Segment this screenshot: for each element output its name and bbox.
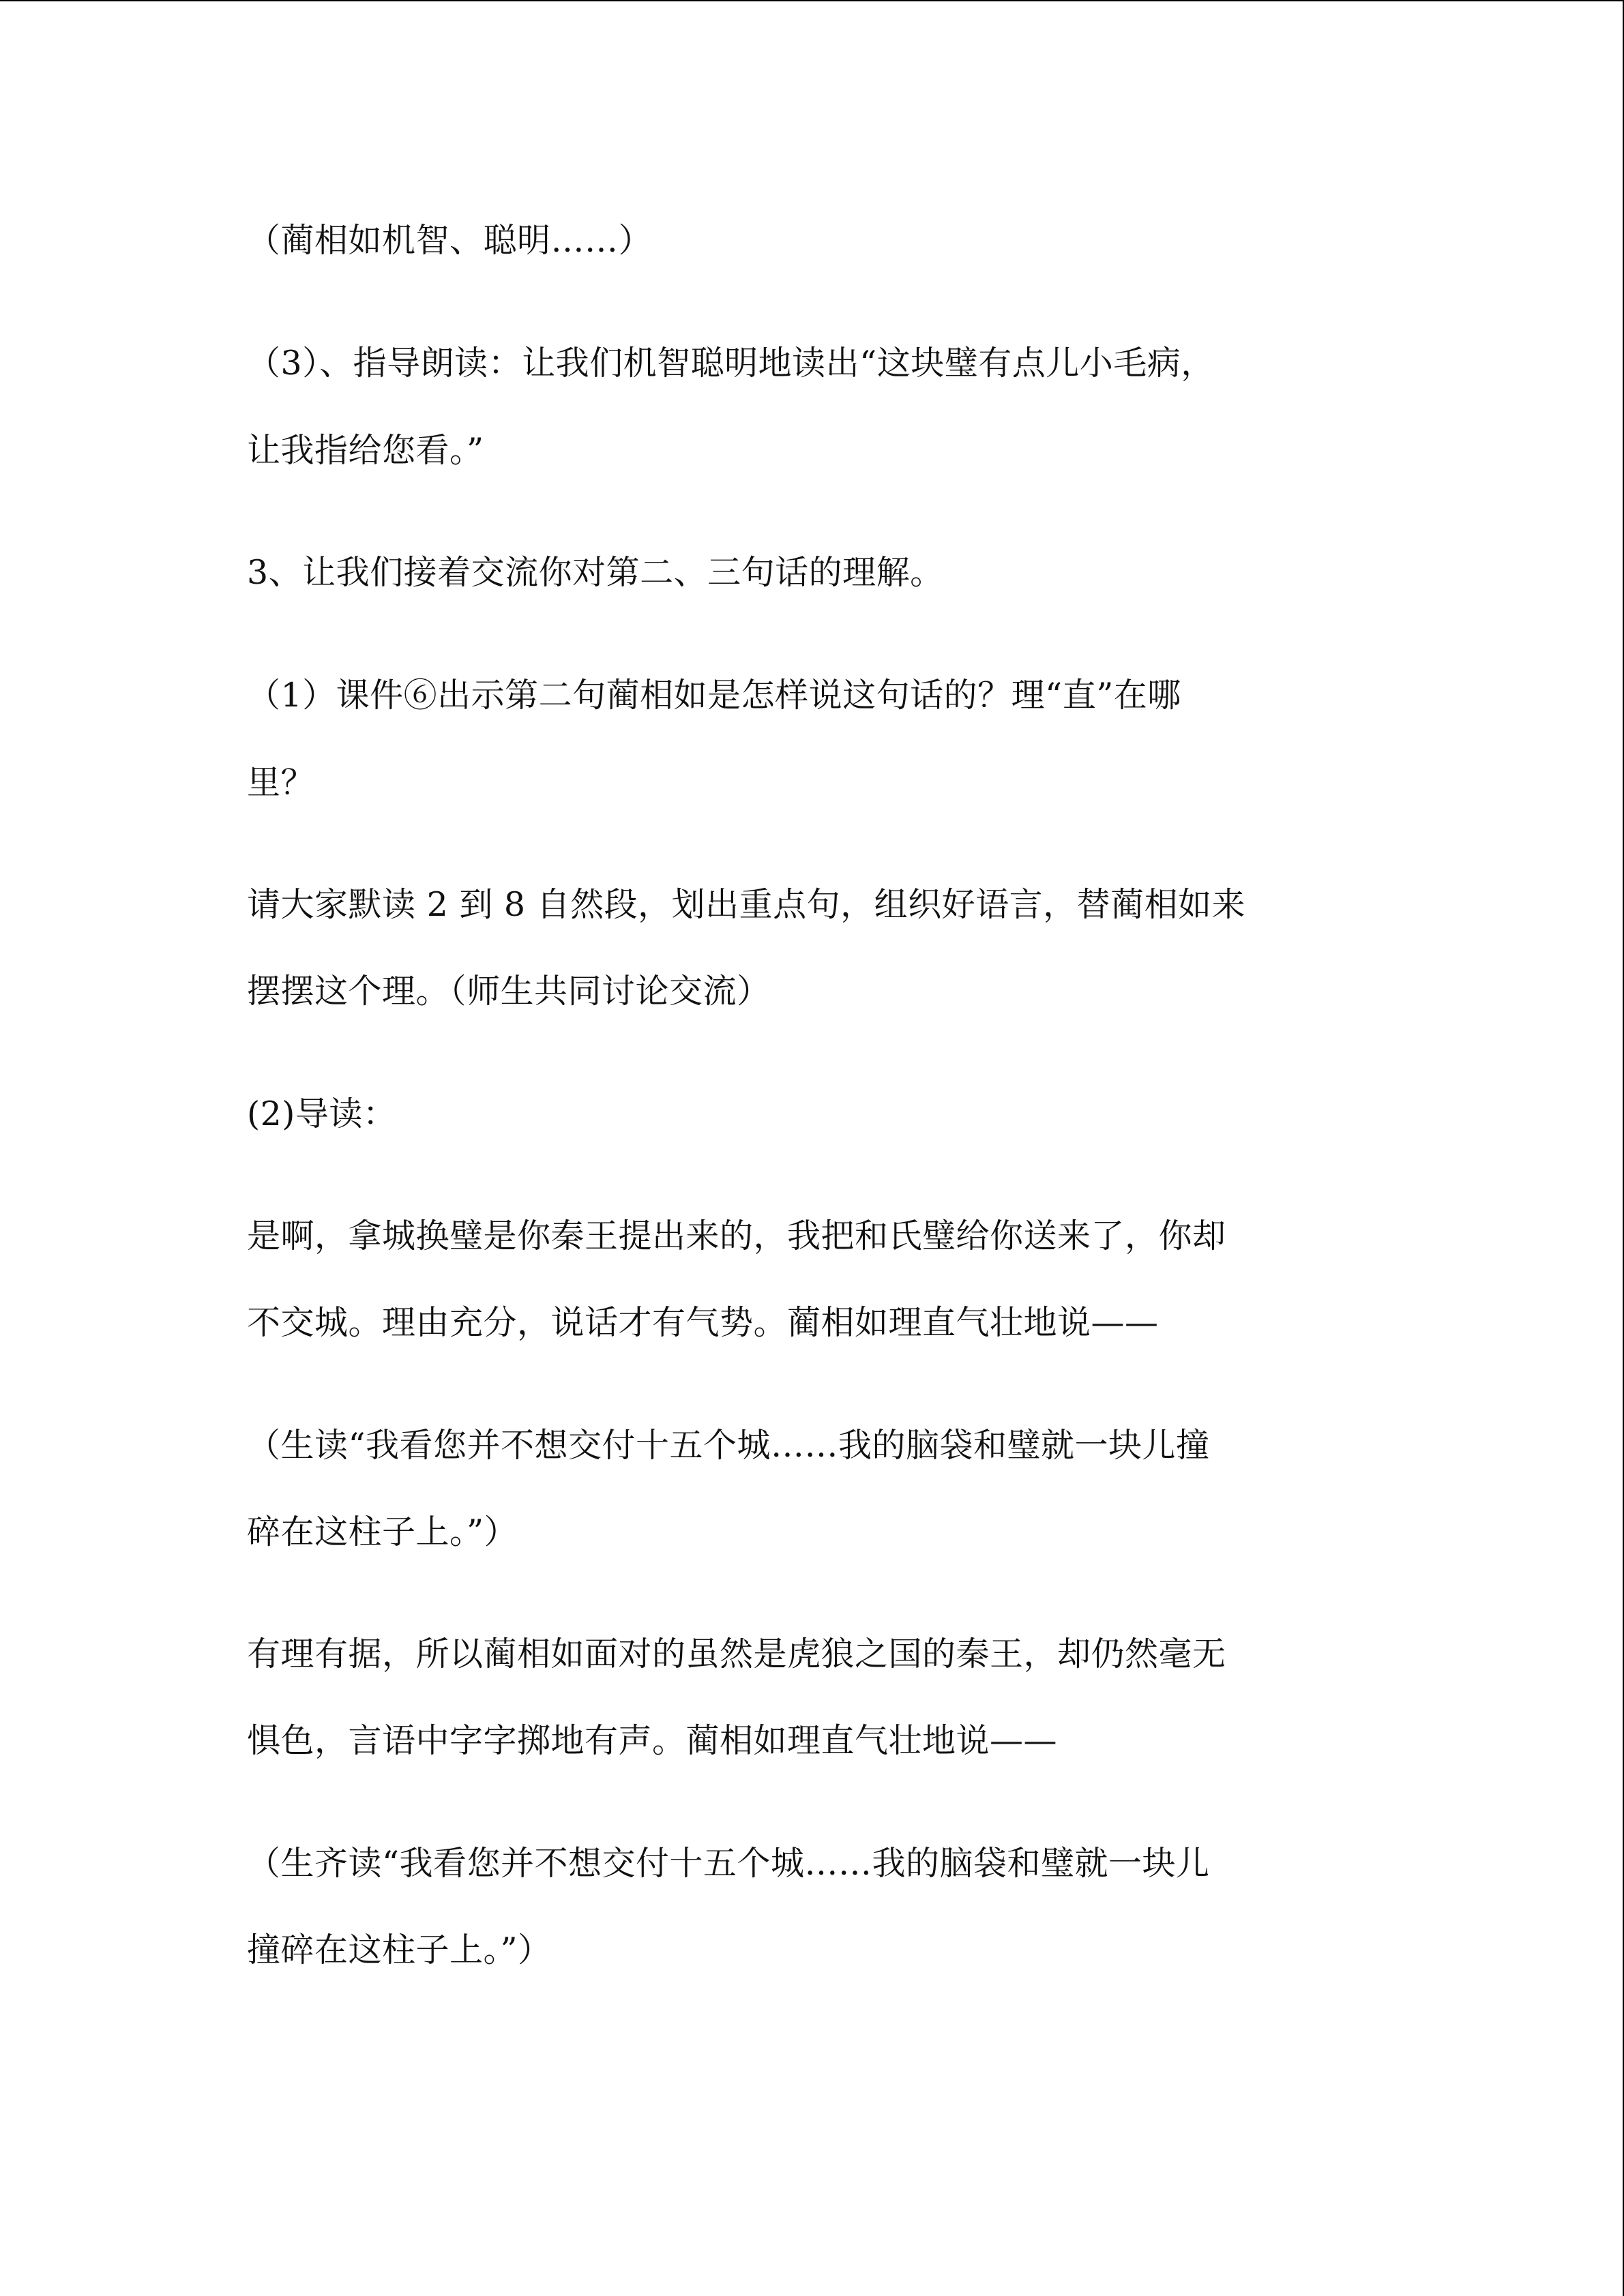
- text-line-5: （1）课件⑥出示第二句蔺相如是怎样说这句话的？理“直”在哪: [247, 676, 1181, 715]
- text-line-10: 是啊，拿城换璧是你秦王提出来的，我把和氏璧给你送来了，你却: [247, 1217, 1226, 1255]
- text-line-16: （生齐读“我看您并不想交付十五个城……我的脑袋和璧就一块儿: [247, 1844, 1210, 1883]
- text-line-12: （生读“我看您并不想交付十五个城……我的脑袋和璧就一块儿撞: [247, 1426, 1210, 1465]
- text-line-4: 3、让我们接着交流你对第二、三句话的理解。: [247, 553, 944, 592]
- text-line-6: 里？: [247, 763, 315, 802]
- text-line-17: 撞碎在这柱子上。”）: [247, 1930, 552, 1969]
- text-line-8: 摆摆这个理。（师生共同讨论交流）: [247, 972, 771, 1011]
- text-line-7: 请大家默读 2 到 8 自然段，划出重点句，组织好语言，替蔺相如来: [247, 885, 1246, 924]
- text-line-9: (2)导读：: [247, 1094, 397, 1133]
- text-line-3: 让我指给您看。”: [247, 431, 484, 470]
- text-line-14: 有理有据，所以蔺相如面对的虽然是虎狼之国的秦王，却仍然毫无: [247, 1635, 1226, 1673]
- text-line-2: （3）、指导朗读：让我们机智聪明地读出“这块璧有点儿小毛病，: [247, 344, 1215, 383]
- text-line-11: 不交城。理由充分，说话才有气势。蔺相如理直气壮地说——: [247, 1303, 1159, 1342]
- text-line-15: 惧色，言语中字字掷地有声。蔺相如理直气壮地说——: [247, 1721, 1058, 1760]
- text-line-13: 碎在这柱子上。”）: [247, 1512, 518, 1551]
- text-line-1: （蔺相如机智、聪明……）: [247, 221, 653, 260]
